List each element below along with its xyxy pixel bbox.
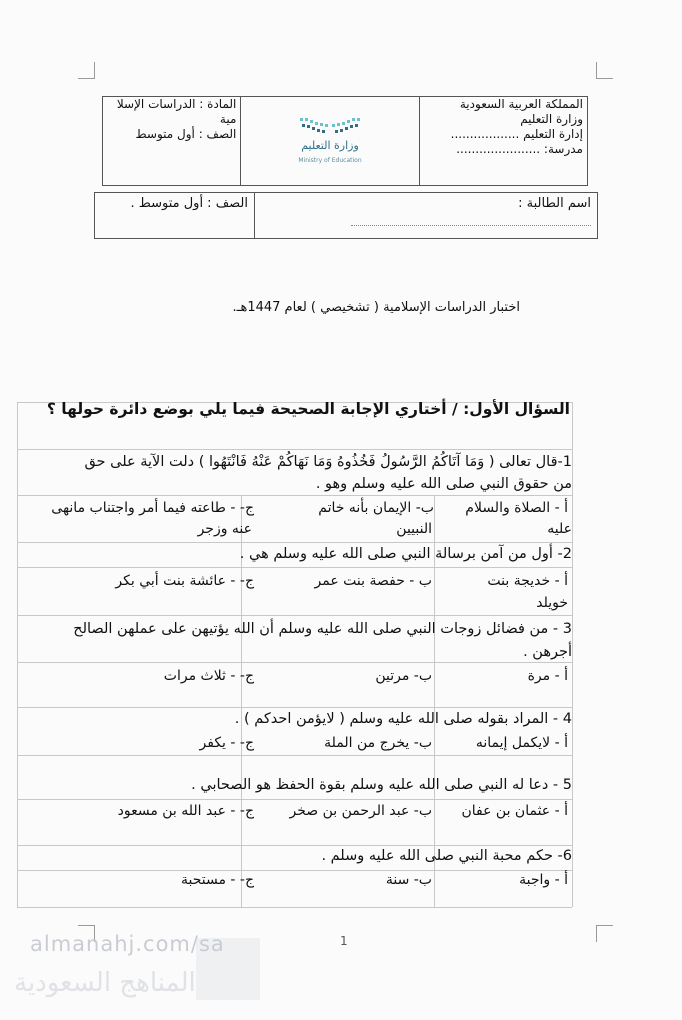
header-ministry: وزارة التعليم bbox=[520, 112, 583, 126]
question-6-stem: 6- حكم محبة النبي صلى الله عليه وسلم . bbox=[321, 848, 572, 864]
question-4-stem: 4 - المراد بقوله صلى الله عليه وسلم ( لايؤمن احدكم ) . bbox=[234, 711, 572, 727]
q5-option-a[interactable]: أ - عثمان بن عفان bbox=[461, 803, 568, 819]
frame-line bbox=[17, 707, 572, 708]
student-name-cell bbox=[255, 193, 598, 239]
exam-title: اختبار الدراسات الإسلامية ( تشخيصي ) لعام 1447هـ. bbox=[232, 300, 520, 315]
question-heading: السؤال الأول: / أختاري الإجابة الصحيحة فيما يلي بوضع دائرة حولها ؟ bbox=[46, 400, 570, 418]
q1-option-c[interactable]: ج- - طاعته فيما أمر واجتناب مانهى bbox=[51, 500, 254, 516]
logo-arabic-text: وزارة التعليم bbox=[301, 139, 359, 152]
watermark-logo-text: المناهج السعودية bbox=[14, 968, 196, 998]
q2-option-b[interactable]: ب - حفصة بنت عمر bbox=[314, 573, 432, 589]
question-2-stem: 2- أول من آمن برسالة النبي صلى الله عليه وسلم هي . bbox=[239, 546, 572, 562]
student-grade-cell bbox=[95, 193, 255, 239]
q2-option-a[interactable]: أ - خديجة بنت bbox=[487, 573, 568, 589]
frame-line bbox=[17, 907, 572, 908]
crop-mark-top-right bbox=[596, 62, 613, 79]
header-logo-cell bbox=[241, 97, 419, 186]
header-subject-cont: مية bbox=[219, 112, 237, 126]
page-number: 1 bbox=[340, 934, 348, 948]
watermark-url: almanahj.com/sa bbox=[30, 932, 225, 956]
frame-line bbox=[17, 870, 572, 871]
frame-line bbox=[17, 542, 572, 543]
q6-option-c[interactable]: ج- - مستحبة bbox=[180, 872, 254, 888]
header-grade: الصف : أول متوسط bbox=[135, 127, 237, 141]
q1-option-a[interactable]: أ - الصلاة والسلام bbox=[465, 500, 568, 516]
question-3-stem: 3 - من فضائل زوجات النبي صلى الله عليه وسلم أن الله يؤتيهن على عملهن الصالح bbox=[73, 621, 572, 637]
q6-option-b[interactable]: ب- سنة bbox=[385, 872, 432, 888]
q5-option-c[interactable]: ج- - عبد الله بن مسعود bbox=[117, 803, 254, 819]
crop-mark-bottom-right bbox=[596, 925, 613, 942]
header-school: مدرسة: ...................... bbox=[456, 142, 583, 156]
q1-option-b-cont: النبيين bbox=[396, 521, 432, 537]
logo-english-text: Ministry of Education bbox=[298, 157, 362, 164]
question-1-stem: 1-قال تعالى ( وَمَا آتَاكُمُ الرَّسُولُ فَخُذُوهُ وَمَا نَهَاكُمْ عَنْهُ فَانْتَهُوا ) دلت الآية على حق bbox=[84, 454, 572, 470]
frame-line bbox=[17, 495, 572, 496]
frame-line bbox=[17, 755, 572, 756]
header-subject: المادة : الدراسات الإسلا bbox=[116, 97, 237, 111]
ministry-logo bbox=[298, 114, 362, 168]
question-3-stem-cont: أجرهن . bbox=[523, 644, 572, 660]
student-name-dots bbox=[351, 225, 591, 226]
q3-option-a[interactable]: أ - مرة bbox=[527, 668, 568, 684]
student-grade-label: الصف : أول متوسط . bbox=[130, 196, 248, 211]
question-5-stem: 5 - دعا له النبي صلى الله عليه وسلم بقوة الحفظ هو الصحابي . bbox=[191, 777, 572, 793]
frame-line bbox=[572, 402, 573, 907]
q2-option-c[interactable]: ج- - عائشة بنت أبي بكر bbox=[115, 573, 254, 589]
q6-option-a[interactable]: أ - واجبة bbox=[519, 872, 568, 888]
header-table bbox=[102, 96, 588, 186]
ministry-logo-icon bbox=[298, 114, 362, 136]
crop-mark-top-left bbox=[78, 62, 95, 79]
q1-option-c-cont: عنه وزجر bbox=[197, 521, 252, 537]
frame-line bbox=[17, 567, 572, 568]
q4-option-a[interactable]: أ - لايكمل إيمانه bbox=[475, 735, 568, 751]
student-name-label: اسم الطالبة : bbox=[518, 196, 591, 211]
q1-option-b[interactable]: ب- الإيمان بأنه خاتم bbox=[318, 500, 434, 516]
header-kingdom: المملكة العربية السعودية bbox=[459, 97, 583, 111]
frame-line bbox=[17, 449, 572, 450]
q2-option-a-cont: خويلد bbox=[536, 595, 568, 611]
q3-option-c[interactable]: ج- - ثلاث مرات bbox=[163, 668, 254, 684]
header-subject-info bbox=[103, 97, 241, 186]
q4-option-c[interactable]: ج- - يكفر bbox=[199, 735, 254, 751]
header-school-info bbox=[419, 97, 587, 186]
q4-option-b[interactable]: ب- يخرج من الملة bbox=[324, 735, 432, 751]
student-info-table bbox=[94, 192, 598, 239]
q1-option-a-cont: عليه bbox=[547, 521, 572, 537]
q5-option-b[interactable]: ب- عبد الرحمن بن صخر bbox=[289, 803, 432, 819]
question-1-stem-cont: من حقوق النبي صلى الله عليه وسلم وهو . bbox=[315, 476, 572, 492]
header-education-dept: إدارة التعليم .................. bbox=[450, 127, 583, 141]
q3-option-b[interactable]: ب- مرتين bbox=[375, 668, 432, 684]
frame-line bbox=[17, 615, 572, 616]
